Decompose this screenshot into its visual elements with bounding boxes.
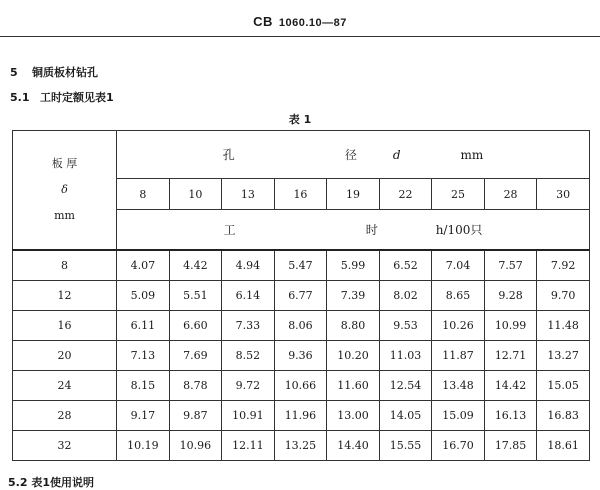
diameter-cell: 30 [537, 179, 590, 210]
diameter-cell: 8 [117, 179, 170, 210]
thickness-cell: 8 [13, 250, 117, 281]
work-hours-cell: 13.27 [537, 341, 590, 371]
work-hours-cell: 10.99 [484, 311, 537, 341]
work-hours-cell: 15.55 [379, 431, 432, 461]
work-hours-cell: 16.13 [484, 401, 537, 431]
table-row [13, 281, 590, 311]
work-hours-table [12, 130, 590, 461]
standard-code: CB [253, 14, 273, 29]
work-label-char: 工 [223, 223, 236, 237]
work-hours-unit: h/100只 [435, 223, 483, 237]
work-hours-cell: 10.91 [222, 401, 275, 431]
work-hours-cell: 8.06 [274, 311, 327, 341]
work-hours-cell: 4.07 [117, 250, 170, 281]
work-hours-cell: 5.51 [169, 281, 222, 311]
thickness-cell: 32 [13, 431, 117, 461]
work-hours-cell: 11.60 [327, 371, 380, 401]
work-hours-cell: 7.13 [117, 341, 170, 371]
work-hours-cell: 15.09 [432, 401, 485, 431]
work-hours-cell: 10.19 [117, 431, 170, 461]
work-hours-cell: 16.83 [537, 401, 590, 431]
diameter-symbol: d [392, 148, 401, 162]
table-row [13, 431, 590, 461]
work-hours-cell: 9.53 [379, 311, 432, 341]
subsection-title: 工时定额见表1 [40, 91, 114, 104]
work-hours-cell: 10.96 [169, 431, 222, 461]
work-hours-cell: 9.72 [222, 371, 275, 401]
work-hours-cell: 11.87 [432, 341, 485, 371]
work-hours-cell: 16.70 [432, 431, 485, 461]
work-hours-cell: 17.85 [484, 431, 537, 461]
work-hours-cell: 10.66 [274, 371, 327, 401]
header-rule [0, 36, 600, 37]
table-row [13, 401, 590, 431]
work-hours-cell: 8.65 [432, 281, 485, 311]
thickness-symbol: δ [61, 183, 68, 196]
hours-label-char: 时 [365, 223, 378, 237]
work-hours-header [117, 210, 590, 251]
diameter-cell: 13 [222, 179, 275, 210]
work-hours-cell: 13.00 [327, 401, 380, 431]
work-hours-cell: 12.71 [484, 341, 537, 371]
work-hours-cell: 9.36 [274, 341, 327, 371]
work-hours-cell: 5.99 [327, 250, 380, 281]
thickness-cell: 16 [13, 311, 117, 341]
work-hours-cell: 6.60 [169, 311, 222, 341]
table-row [13, 371, 590, 401]
work-hours-cell: 6.77 [274, 281, 327, 311]
hole-label-char: 孔 [222, 148, 235, 162]
row-header [13, 131, 117, 251]
diameter-cell: 22 [379, 179, 432, 210]
work-hours-cell: 5.09 [117, 281, 170, 311]
subsection-heading [10, 89, 114, 105]
table-row [13, 311, 590, 341]
thickness-cell: 28 [13, 401, 117, 431]
work-hours-cell: 10.26 [432, 311, 485, 341]
work-hours-cell: 13.48 [432, 371, 485, 401]
work-hours-cell: 6.52 [379, 250, 432, 281]
work-hours-cell: 9.87 [169, 401, 222, 431]
diameter-unit: mm [460, 148, 484, 162]
work-hours-cell: 7.04 [432, 250, 485, 281]
work-hours-cell: 4.94 [222, 250, 275, 281]
work-hours-cell: 9.17 [117, 401, 170, 431]
diameter-label-char: 径 [344, 148, 357, 162]
work-hours-cell: 14.42 [484, 371, 537, 401]
thickness-cell: 24 [13, 371, 117, 401]
work-hours-cell: 8.02 [379, 281, 432, 311]
work-hours-cell: 7.92 [537, 250, 590, 281]
diameter-cell: 28 [484, 179, 537, 210]
table-row [13, 250, 590, 281]
work-hours-cell: 13.25 [274, 431, 327, 461]
work-hours-cell: 18.61 [537, 431, 590, 461]
work-hours-cell: 7.69 [169, 341, 222, 371]
work-hours-cell: 11.96 [274, 401, 327, 431]
table-caption: 表 1 [288, 113, 312, 126]
work-hours-cell: 12.54 [379, 371, 432, 401]
work-hours-cell: 8.80 [327, 311, 380, 341]
work-hours-cell: 7.57 [484, 250, 537, 281]
standard-header [0, 14, 600, 29]
work-hours-cell: 4.42 [169, 250, 222, 281]
work-hours-cell: 6.11 [117, 311, 170, 341]
subsection-number: 5.1 [10, 91, 30, 104]
table-row [13, 341, 590, 371]
thickness-label: 板 厚 [51, 157, 78, 170]
work-hours-cell: 9.28 [484, 281, 537, 311]
thickness-cell: 20 [13, 341, 117, 371]
work-hours-cell: 10.20 [327, 341, 380, 371]
section-heading [10, 64, 98, 80]
thickness-cell: 12 [13, 281, 117, 311]
work-hours-cell: 8.15 [117, 371, 170, 401]
work-hours-cell: 11.03 [379, 341, 432, 371]
work-hours-cell: 14.05 [379, 401, 432, 431]
work-hours-cell: 14.40 [327, 431, 380, 461]
work-hours-cell: 11.48 [537, 311, 590, 341]
footer-heading: 5.2 表1使用说明 [8, 476, 94, 489]
diameter-cell: 19 [327, 179, 380, 210]
work-hours-cell: 7.33 [222, 311, 275, 341]
work-hours-cell: 9.70 [537, 281, 590, 311]
diameter-cell: 16 [274, 179, 327, 210]
section-number: 5 [10, 66, 18, 79]
thickness-unit: mm [54, 209, 75, 222]
section-title: 铜质板材钻孔 [32, 66, 98, 79]
work-hours-cell: 6.14 [222, 281, 275, 311]
work-hours-cell: 15.05 [537, 371, 590, 401]
hole-diameter-header [117, 131, 590, 179]
work-hours-cell: 7.39 [327, 281, 380, 311]
standard-number: 1060.10—87 [278, 17, 347, 29]
diameter-cell: 25 [432, 179, 485, 210]
work-hours-cell: 5.47 [274, 250, 327, 281]
work-hours-cell: 8.52 [222, 341, 275, 371]
diameter-cell: 10 [169, 179, 222, 210]
work-hours-cell: 8.78 [169, 371, 222, 401]
work-hours-cell: 12.11 [222, 431, 275, 461]
